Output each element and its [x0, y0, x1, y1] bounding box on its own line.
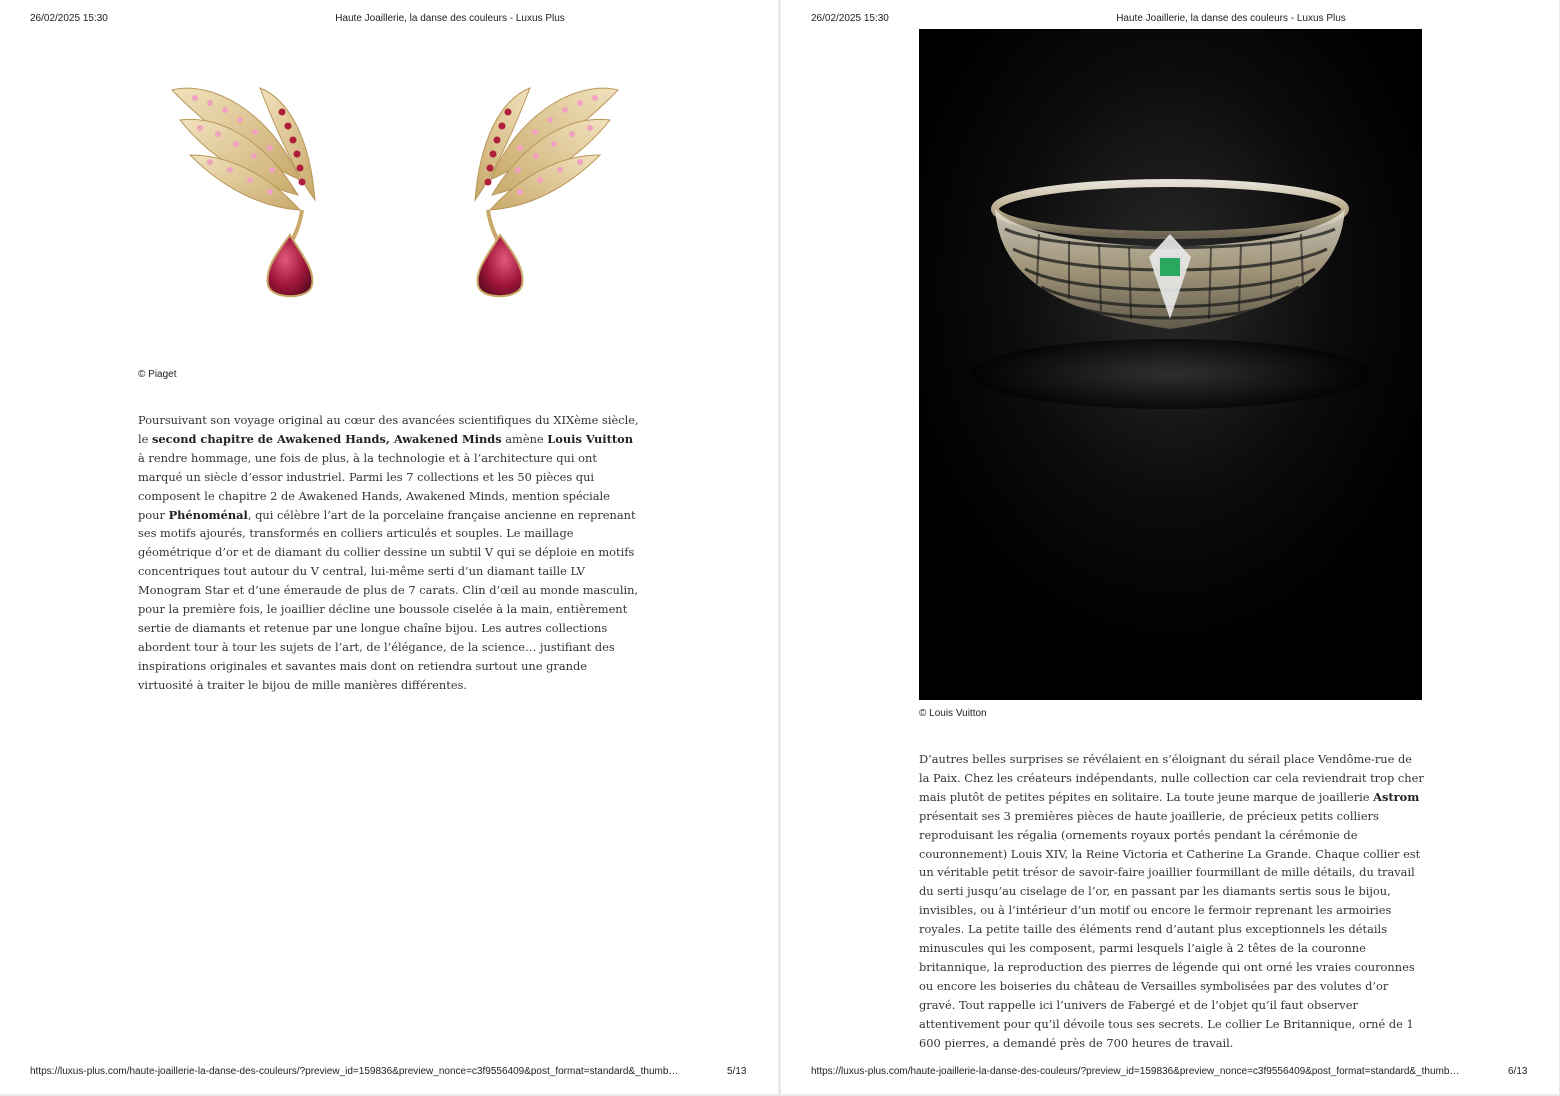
bold-text-segment: Astrom [1373, 789, 1420, 804]
text-segment: à rendre hommage, une fois de plus, à la technologie et à l’architecture qui ont marqué un siècle d’essor industriel. Parmi les 7 collections et les 50 pièces qui composent le chapitre 2 de Awakened Hands, Awakened Minds, mention spéciale pour [138, 450, 610, 522]
header-title: Haute Joaillerie, la danse des couleurs - Luxus Plus [1116, 13, 1346, 24]
article-paragraph [919, 750, 1424, 1053]
text-segment: , qui célèbre l’art de la porcelaine française ancienne en reprenant ses motifs ajourés, transformés en colliers articulés et souples. Le maillage géométrique d’or et de diamant du collier dessine un subtil V qui se déploie en motifs concentriques tout autour du V central, lui-même serti d’un diamant taille LV Monogram Star et d’une émeraude de plus de 7 carats. Clin d’œil au monde masculin, pour la première fois, le joaillier décline une boussole ciselée à la main, entièrement sertie de diamants et retenue par une longue chaîne bijou. Les autres collections abordent tour à tour les sujets de l’art, de l’élégance, de la science… justifiant des inspirations originales et savantes mais dont on retiendra surtout une grande virtuosité à traiter le bijou de mille manières différentes. [138, 507, 639, 692]
bold-text-segment: Louis Vuitton [547, 431, 633, 446]
footer-url: https://luxus-plus.com/haute-joaillerie-la-danse-des-couleurs/?preview_id=159836&preview_nonce=c3f9556409&post_format=standard&_thumb… [811, 1066, 1460, 1077]
louis-vuitton-necklace-image [919, 29, 1422, 700]
page-5 [0, 0, 778, 1094]
header-title: Haute Joaillerie, la danse des couleurs - Luxus Plus [335, 13, 565, 24]
header-date: 26/02/2025 15:30 [811, 13, 889, 24]
left-earring [172, 88, 315, 296]
text-segment: présentait ses 3 premières pièces de haute joaillerie, de précieux petits colliers reproduisant les régalia (ornements royaux portés pendant la cérémonie de couronnement) Louis XIV, la Reine Victoria et Catherine La Grande. Chaque collier est un véritable petit trésor de savoir-faire joaillier fourmillant de mille détails, du travail du serti jusqu’au ciselage de l’or, en passant par les diamants sertis sous le bijou, invisibles, ou à l’intérieur d’un motif ou encore le fermoir reprenant les armoiries royales. La petite taille des éléments rend d’autant plus exceptionnels les détails minuscules qui les composent, parmi lesquels l’aigle à 2 têtes de la couronne britannique, la reproduction des pierres de légende qui ont orné les vraies couronnes ou encore les boiseries du château de Versailles symbolisées par des volutes d’or gravé. Tout rappelle ici l’univers de Fabergé et de l’objet qu’il faut observer attentivement pour qu’il dévoile tous ses secrets. Le collier Le Britannique, orné de 1 600 pierres, a demandé près de 700 heures de travail. [919, 808, 1421, 1050]
piaget-earrings-image [150, 70, 650, 330]
image-credit: © Piaget [138, 369, 177, 380]
image-credit: © Louis Vuitton [919, 708, 987, 719]
footer-page-number: 5/13 [727, 1066, 747, 1077]
footer-url: https://luxus-plus.com/haute-joaillerie-la-danse-des-couleurs/?preview_id=159836&preview_nonce=c3f9556409&post_format=standard&_thumb… [30, 1066, 679, 1077]
bold-text-segment: second chapitre de Awakened Hands, Awakened Minds [152, 431, 502, 446]
text-segment: amène [501, 431, 548, 446]
text-segment: Poursuivant son voyage original au cœur des avancées scientifiques du XIXème siècle, le [138, 413, 639, 446]
header-date: 26/02/2025 15:30 [30, 13, 108, 24]
text-segment: D’autres belles surprises se révélaient en s’éloignant du sérail place Vendôme-rue de la Paix. Chez les créateurs indépendants, nulle collection car cela reviendrait trop cher mais plutôt de petites pépites en solitaire. La toute jeune marque de joaillerie [919, 752, 1424, 804]
footer-page-number: 6/13 [1508, 1066, 1528, 1077]
bold-text-segment: Phénoménal [168, 507, 248, 522]
right-earring [475, 88, 618, 296]
page-6 [781, 0, 1559, 1094]
article-paragraph [138, 411, 640, 695]
